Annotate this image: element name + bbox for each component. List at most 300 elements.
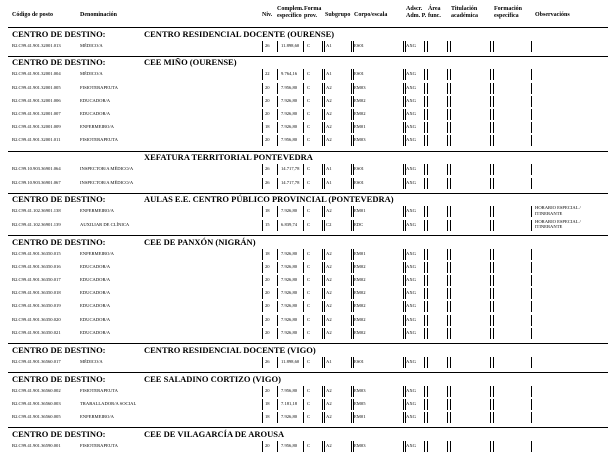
- table-cell-border: [303, 135, 323, 146]
- table-cell-border: [450, 83, 491, 94]
- section-header: [12, 237, 608, 249]
- table-cell-border: [303, 178, 323, 189]
- cell-sub: A2: [326, 263, 332, 269]
- table-cell-border: [450, 275, 491, 286]
- table-row: [0, 399, 615, 411]
- table-row: [0, 220, 615, 232]
- cell-forma: C: [307, 137, 311, 143]
- cell-niv: 18: [265, 400, 270, 406]
- table-cell-border: [303, 83, 323, 94]
- cell-forma: C: [307, 316, 311, 322]
- cell-sub: A2: [326, 316, 332, 322]
- cell-niv: 15: [265, 221, 270, 227]
- cell-comp: 7.926,80: [281, 303, 298, 309]
- cell-adscr: AXG: [406, 179, 416, 185]
- table-cell-border: [427, 275, 448, 286]
- cell-sub: A1: [326, 71, 332, 77]
- cell-sub: A2: [326, 111, 332, 116]
- cell-comp: 7.926,80: [281, 329, 298, 335]
- section-header: [12, 374, 608, 386]
- cell-niv: 20: [265, 442, 270, 448]
- cell-name: EDUCADOR/A: [80, 263, 111, 269]
- section-label: CENTRO DE DESTINO:: [12, 194, 106, 205]
- table-cell-border: [450, 441, 491, 452]
- table-cell-border: [427, 412, 448, 423]
- table-cell-border: [427, 220, 448, 231]
- table-cell-border: [450, 357, 491, 368]
- cell-adscr: AXG: [406, 124, 416, 130]
- cell-comp: 11.898,60: [281, 358, 300, 364]
- cell-adscr: AXG: [406, 442, 416, 448]
- section-title: CENTRO RESIDENCIAL DOCENTE (OURENSE): [144, 28, 335, 39]
- table-row: [0, 262, 615, 274]
- cell-comp: 7.926,80: [281, 97, 298, 103]
- table-cell-border: [427, 441, 448, 452]
- cell-adscr: AXG: [406, 250, 416, 256]
- table-cell-border: [303, 96, 323, 107]
- section-header: [12, 194, 608, 206]
- cell-niv: 22: [265, 71, 270, 77]
- cell-corpo: EM02: [354, 303, 366, 309]
- cell-code: B2.C99.41.901.36350.015: [12, 250, 61, 256]
- cell-code: B2.C99.41.901.32001.013: [12, 42, 61, 48]
- table-cell-border: [427, 178, 448, 189]
- cell-niv: 20: [265, 316, 270, 322]
- header-niv: Niv.: [262, 12, 273, 18]
- section-title: CENTRO RESIDENCIAL DOCENTE (VIGO): [144, 344, 316, 355]
- cell-corpo: ES01: [354, 358, 364, 364]
- table-cell-border: [493, 135, 532, 146]
- cell-adscr: AXG: [406, 166, 416, 172]
- cell-sub: A2: [326, 329, 332, 335]
- table-cell-border: [303, 399, 323, 410]
- table-cell-border: [303, 288, 323, 299]
- cell-sub: C2: [326, 221, 332, 227]
- table-cell-border: [303, 275, 323, 286]
- table-cell-border: [427, 164, 448, 175]
- cell-name: FISIOTERAPEUTA: [80, 387, 118, 393]
- cell-niv: 18: [265, 250, 270, 256]
- cell-forma: C: [307, 387, 311, 393]
- cell-sub: A2: [326, 137, 332, 143]
- cell-name: INSPECTOR/A MÉDICO/A: [80, 179, 134, 185]
- table-cell-border: [303, 122, 323, 133]
- table-cell-border: [427, 386, 448, 397]
- cell-comp: 7.926,80: [281, 263, 298, 269]
- cell-sub: A2: [326, 303, 332, 309]
- cell-forma: C: [307, 97, 311, 103]
- table-cell-border: [493, 412, 532, 423]
- table-cell-border: [450, 109, 491, 120]
- table-cell-border: [450, 41, 491, 52]
- cell-niv: 26: [265, 166, 270, 172]
- cell-niv: 20: [265, 97, 270, 103]
- cell-corpo: EM05: [354, 400, 366, 406]
- table-cell-border: [493, 109, 532, 120]
- cell-name: EDUCADOR/A: [80, 276, 111, 282]
- cell-forma: C: [307, 442, 311, 448]
- table-cell-border: [427, 96, 448, 107]
- cell-code: B2.C99.41.901.32001.004: [12, 71, 61, 77]
- cell-name: TRABALLADOR/A SOCIAL: [80, 400, 137, 406]
- cell-comp: 14.717,78: [281, 166, 300, 172]
- cell-forma: C: [307, 329, 311, 335]
- cell-niv: 18: [265, 208, 270, 214]
- cell-sub: A2: [326, 290, 332, 296]
- cell-code: B2.C99.10.903.36901.067: [12, 179, 61, 185]
- cell-corpo: EM02: [354, 97, 366, 103]
- table-row: [0, 135, 615, 147]
- cell-adscr: AXG: [406, 111, 416, 116]
- cell-code: B2.C99.41.901.36350.021: [12, 329, 61, 335]
- table-cell-border: [427, 83, 448, 94]
- cell-name: EDUCADOR/A: [80, 111, 111, 116]
- table-row: [0, 96, 615, 108]
- cell-sub: A1: [326, 42, 332, 48]
- table-cell-border: [493, 220, 532, 231]
- table-cell-border: [493, 441, 532, 452]
- table-cell-border: [427, 249, 448, 260]
- cell-corpo: EM02: [354, 329, 366, 335]
- table-cell-border: [303, 412, 323, 423]
- cell-sub: A2: [326, 124, 332, 130]
- cell-code: B2.C99.41.901.36350.020: [12, 316, 61, 322]
- cell-sub: A1: [326, 166, 332, 172]
- table-cell-border: [450, 315, 491, 326]
- table-row: [0, 328, 615, 340]
- cell-comp: 7.926,80: [281, 250, 298, 256]
- cell-forma: C: [307, 208, 311, 214]
- section-label: CENTRO DE DESTINO:: [12, 28, 106, 39]
- section-label: CENTRO DE DESTINO:: [12, 344, 106, 355]
- cell-code: B2.C99.41.901.36350.019: [12, 303, 61, 309]
- table-row: [0, 357, 615, 369]
- table-cell-border: [427, 69, 448, 80]
- cell-code: B2.C99.41.901.36350.018: [12, 290, 61, 296]
- cell-niv: 18: [265, 413, 270, 419]
- table-cell-border: [450, 386, 491, 397]
- cell-name: ENFERMEIRO/A: [80, 124, 114, 130]
- table-row: [0, 206, 615, 218]
- cell-forma: C: [307, 290, 311, 296]
- table-cell-border: [303, 249, 323, 260]
- header-complem: Complem. específico: [277, 6, 304, 19]
- cell-adscr: AXG: [406, 387, 416, 393]
- cell-notes: HORARIO ESPECIAL / ITINERANTE: [535, 205, 581, 216]
- cell-niv: 18: [265, 124, 270, 130]
- cell-corpo: EM02: [354, 316, 366, 322]
- cell-sub: A2: [326, 276, 332, 282]
- cell-forma: C: [307, 179, 311, 185]
- cell-name: ENFERMEIRO/A: [80, 413, 114, 419]
- table-row: [0, 441, 615, 453]
- cell-forma: C: [307, 358, 311, 364]
- cell-comp: 7.926,80: [281, 316, 298, 322]
- table-cell-border: [303, 328, 323, 339]
- cell-sub: A2: [326, 208, 332, 214]
- table-cell-border: [427, 122, 448, 133]
- cell-niv: 20: [265, 290, 270, 296]
- table-cell-border: [427, 262, 448, 273]
- table-cell-border: [427, 357, 448, 368]
- section-title: CEE DE PANXÓN (NIGRÁN): [144, 236, 256, 247]
- table-header: [0, 4, 615, 26]
- section-label: CENTRO DE DESTINO:: [12, 57, 106, 68]
- table-cell-border: [450, 164, 491, 175]
- section-label: CENTRO DE DESTINO:: [12, 373, 106, 384]
- table-cell-border: [493, 386, 532, 397]
- table-row: [0, 178, 615, 190]
- table-row: [0, 249, 615, 261]
- section-header: [12, 152, 608, 164]
- cell-notes: HORARIO ESPECIAL / ITINERANTE: [535, 218, 581, 230]
- cell-forma: C: [307, 263, 311, 269]
- cell-code: B2.C99.41.901.36560.002: [12, 387, 61, 393]
- table-cell-border: [450, 122, 491, 133]
- cell-name: AUXILIAR DE CLÍNICA: [80, 221, 130, 227]
- cell-corpo: EDC: [354, 221, 364, 227]
- table-row: [0, 275, 615, 287]
- table-row: [0, 41, 615, 53]
- table-cell-border: [493, 164, 532, 175]
- cell-code: B2.C99.41.901.36560.017: [12, 358, 61, 364]
- cell-adscr: AXG: [406, 71, 416, 77]
- section-title: CEE MIÑO (OURENSE): [144, 57, 237, 68]
- table-cell-border: [493, 249, 532, 260]
- section-header: [12, 29, 608, 41]
- table-cell-border: [493, 328, 532, 339]
- cell-niv: 20: [265, 137, 270, 143]
- table-row: [0, 69, 615, 81]
- section-title: XEFATURA TERRITORIAL PONTEVEDRA: [144, 152, 313, 163]
- table-cell-border: [493, 178, 532, 189]
- cell-sub: A2: [326, 400, 332, 406]
- cell-forma: C: [307, 400, 311, 406]
- cell-comp: 7.926,80: [281, 276, 298, 282]
- table-row: [0, 83, 615, 95]
- table-cell-border: [493, 275, 532, 286]
- cell-niv: 26: [265, 358, 270, 364]
- cell-name: ENFERMEIRO/A: [80, 208, 114, 214]
- cell-corpo: EM03: [354, 442, 366, 448]
- header-denominacion: Denominación: [80, 12, 118, 18]
- cell-comp: 7.956,80: [281, 84, 298, 90]
- cell-adscr: AXG: [406, 329, 416, 335]
- header-titulacion: Titulación académica: [451, 6, 478, 19]
- cell-niv: 20: [265, 263, 270, 269]
- table-cell-border: [450, 206, 491, 217]
- cell-niv: 20: [265, 84, 270, 90]
- cell-niv: 20: [265, 276, 270, 282]
- cell-comp: 7.926,80: [281, 111, 298, 116]
- cell-niv: 20: [265, 329, 270, 335]
- cell-code: B2.C99.41.901.32001.006: [12, 97, 61, 103]
- cell-name: FISIOTERAPEUTA: [80, 442, 118, 448]
- table-cell-border: [493, 301, 532, 312]
- header-subgrupo: Subgrupo: [325, 12, 351, 18]
- cell-comp: 6.839,74: [281, 221, 298, 227]
- cell-code: B2.C99.41.901.32001.005: [12, 84, 61, 90]
- table-cell-border: [303, 220, 323, 231]
- cell-niv: 26: [265, 42, 270, 48]
- table-cell-border: [303, 164, 323, 175]
- cell-name: EDUCADOR/A: [80, 329, 111, 335]
- section-title: CEE SALADINO CORTIZO (VIGO): [144, 373, 281, 384]
- cell-forma: C: [307, 303, 311, 309]
- cell-code: B2.C99.41.901.32001.007: [12, 111, 61, 116]
- table-cell-border: [493, 357, 532, 368]
- cell-niv: 20: [265, 303, 270, 309]
- header-observaciones: Observacións: [535, 12, 570, 18]
- table-cell-border: [450, 262, 491, 273]
- table-cell-border: [450, 249, 491, 260]
- cell-code: B2.C99.41.901.36560.003: [12, 400, 61, 406]
- table-cell-border: [303, 441, 323, 452]
- cell-forma: C: [307, 413, 311, 419]
- cell-adscr: AXG: [406, 263, 416, 269]
- table-cell-border: [427, 41, 448, 52]
- table-cell-border: [427, 135, 448, 146]
- section-label: CENTRO DE DESTINO:: [12, 428, 106, 439]
- cell-name: MÉDICO/A: [80, 358, 103, 364]
- cell-adscr: AXG: [406, 303, 416, 309]
- table-cell-border: [427, 328, 448, 339]
- table-cell-border: [493, 69, 532, 80]
- header-corpo: Corpo/escala: [354, 12, 388, 18]
- table-cell-border: [427, 206, 448, 217]
- table-cell-border: [493, 83, 532, 94]
- cell-niv: 20: [265, 111, 270, 116]
- table-row: [0, 386, 615, 398]
- cell-corpo: ES01: [354, 71, 364, 77]
- cell-forma: C: [307, 42, 311, 48]
- cell-corpo: EM01: [354, 124, 366, 130]
- cell-adscr: AXG: [406, 208, 416, 214]
- table-row: [0, 164, 615, 176]
- cell-comp: 7.956,80: [281, 387, 298, 393]
- table-cell-border: [450, 288, 491, 299]
- cell-comp: 7.926,80: [281, 290, 298, 296]
- cell-corpo: EM02: [354, 276, 366, 282]
- cell-niv: 20: [265, 387, 270, 393]
- header-area: Área func.: [428, 6, 441, 19]
- cell-corpo: ES01: [354, 166, 364, 172]
- cell-adscr: AXG: [406, 400, 416, 406]
- table-cell-border: [427, 399, 448, 410]
- table-cell-border: [450, 135, 491, 146]
- table-cell-border: [450, 69, 491, 80]
- table-row: [0, 412, 615, 424]
- cell-adscr: AXG: [406, 413, 416, 419]
- table-cell-border: [450, 178, 491, 189]
- cell-name: ENFERMEIRO/A: [80, 250, 114, 256]
- cell-corpo: EM03: [354, 387, 366, 393]
- cell-sub: A1: [326, 358, 332, 364]
- cell-code: B2.C99.41.102.36901.138: [12, 208, 61, 214]
- cell-comp: 7.926,80: [281, 208, 298, 214]
- cell-corpo: ES01: [354, 42, 364, 48]
- cell-sub: A2: [326, 387, 332, 393]
- table-cell-border: [427, 301, 448, 312]
- cell-adscr: AXG: [406, 84, 416, 90]
- cell-sub: A2: [326, 97, 332, 103]
- cell-forma: C: [307, 71, 311, 77]
- cell-corpo: EM02: [354, 111, 366, 116]
- cell-code: B2.C99.41.901.36590.001: [12, 442, 61, 448]
- header-formacion: Formación específica: [494, 6, 522, 19]
- cell-name: MÉDICO/A: [80, 71, 103, 77]
- cell-corpo: EM02: [354, 290, 366, 296]
- cell-code: B2.C99.41.102.36901.139: [12, 221, 61, 227]
- cell-forma: C: [307, 276, 311, 282]
- cell-corpo: EM03: [354, 137, 366, 143]
- table-cell-border: [493, 122, 532, 133]
- header-adscr: Adscr. Adm. P.: [406, 6, 427, 19]
- table-cell-border: [303, 301, 323, 312]
- cell-code: B2.C99.41.901.36350.017: [12, 276, 61, 282]
- cell-sub: A2: [326, 413, 332, 419]
- cell-forma: C: [307, 84, 311, 90]
- table-cell-border: [493, 262, 532, 273]
- cell-name: EDUCADOR/A: [80, 316, 111, 322]
- table-cell-border: [493, 288, 532, 299]
- cell-sub: A2: [326, 442, 332, 448]
- cell-corpo: EM01: [354, 413, 366, 419]
- table-row: [0, 301, 615, 313]
- cell-comp: 7.956,80: [281, 137, 298, 143]
- cell-code: B2.C99.41.901.36350.016: [12, 263, 61, 269]
- cell-corpo: EM02: [354, 263, 366, 269]
- cell-name: FISIOTERAPEUTA: [80, 84, 118, 90]
- table-cell-border: [303, 315, 323, 326]
- header-codigo: Código de posto: [12, 12, 54, 18]
- table-cell-border: [493, 399, 532, 410]
- section-title: CEE DE VILAGARCÍA DE AROUSA: [144, 428, 285, 439]
- cell-adscr: AXG: [406, 290, 416, 296]
- cell-corpo: ES01: [354, 179, 364, 185]
- cell-name: EDUCADOR/A: [80, 97, 111, 103]
- table-cell-border: [303, 109, 323, 120]
- table-cell-border: [493, 96, 532, 107]
- cell-forma: C: [307, 124, 311, 130]
- table-row: [0, 109, 615, 121]
- table-cell-border: [427, 109, 448, 120]
- table-cell-border: [303, 386, 323, 397]
- table-row: [0, 122, 615, 134]
- cell-sub: A1: [326, 179, 332, 185]
- cell-comp: 7.956,80: [281, 442, 298, 448]
- cell-corpo: EM01: [354, 208, 366, 214]
- cell-sub: A2: [326, 250, 332, 256]
- cell-adscr: AXG: [406, 97, 416, 103]
- table-cell-border: [303, 262, 323, 273]
- cell-forma: C: [307, 250, 311, 256]
- table-cell-border: [303, 69, 323, 80]
- cell-comp: 7.181,18: [281, 400, 298, 406]
- cell-name: MÉDICO/A: [80, 42, 103, 48]
- cell-comp: 14.717,78: [281, 179, 300, 185]
- cell-adscr: AXG: [406, 276, 416, 282]
- cell-comp: 7.926,80: [281, 413, 298, 419]
- cell-name: EDUCADOR/A: [80, 303, 111, 309]
- table-cell-border: [450, 301, 491, 312]
- table-row: [0, 315, 615, 327]
- cell-name: INSPECTOR/A MÉDICO/A: [80, 166, 134, 172]
- cell-corpo: EM03: [354, 84, 366, 90]
- cell-niv: 26: [265, 179, 270, 185]
- cell-adscr: AXG: [406, 358, 416, 364]
- cell-adscr: AXG: [406, 137, 416, 143]
